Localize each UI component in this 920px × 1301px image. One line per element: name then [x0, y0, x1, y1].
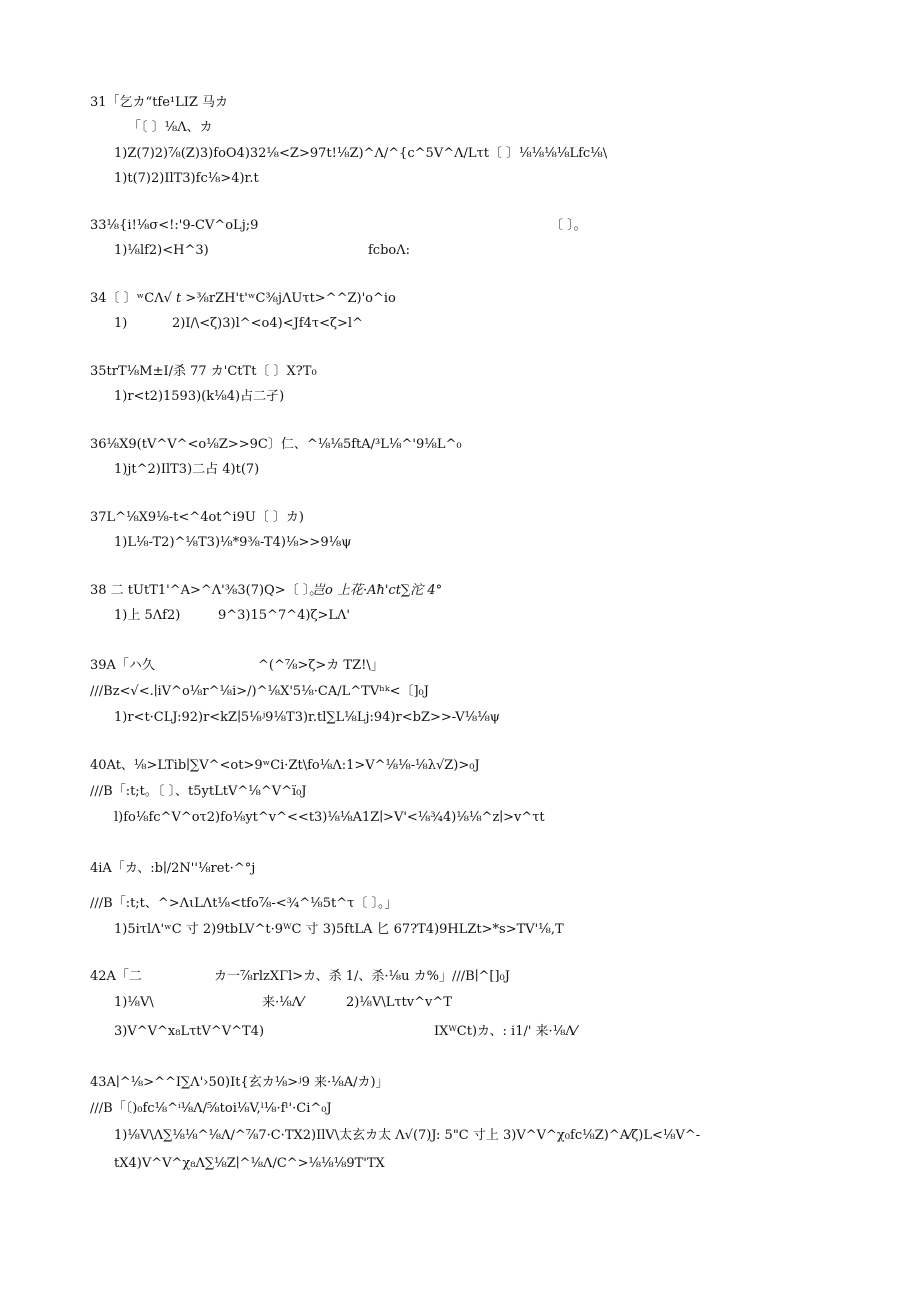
question-35-options: 1)r<t2)1593)(k⅛4)占二孑) [114, 389, 285, 404]
question-43-speaker-a: 43A∣^⅛>^^I∑Λ'›50)It{玄カ⅛>ʲ9 来·⅛A/カ)」 [90, 1075, 389, 1090]
question-38-options-continued: 9^3)15^7^4)ζ>LΛ' [218, 608, 350, 623]
question-39-speaker-a-continued: ^(^⅞>ζ>カ TZ!\」 [258, 658, 384, 673]
question-36-stem: 36⅛X9(tV^V^<o⅛Z>>9C〕仁、^⅛⅛5ftA/³L⅛^'9⅛L^₀ [90, 437, 462, 452]
question-39-speaker-b: ///Bz<√<.∣iV^o⅛r^⅛i>/)^⅛X'5⅛·CA/L^TVʰᵏ<〔]₀J [90, 684, 429, 699]
question-41-options: 1)5iτlΛ'ʷC 寸 2)9tbLV^t·9ᵂC 寸 3)5ftLA 匕 67?T4)9HLZt>*s>TV'⅛,T [114, 922, 564, 937]
question-38-options: 1)上 5Λf2) [114, 608, 181, 623]
question-39-options: 1)r<t·CLJ:92)r<kZ∣5⅛ʲ9⅛T3)r.tl∑L⅛Lj:94)r<bZ>>-V⅛⅛ψ [114, 710, 501, 725]
question-34-stem: 34〔 〕ʷCΛ√ 𝑡 >⅜rZH't'ʷC⅜jΛUτt>^^Z)'o^io [90, 291, 396, 306]
question-31-options-a: 1)Z(7)2)⅞(Z)3)foO4)32⅛<Z>97t!⅛Z)^Λ/^{c^5V^Λ/Lτt〔 〕⅛⅛⅛⅛Lfc⅛\ [114, 146, 608, 161]
question-42-option-3: 3)V^V^x₈LτtV^V^T4) [114, 1024, 265, 1039]
question-38-stem: 38 二 tUtT1'^A>^Λ'⅜3(7)Q>〔 〕。 [90, 583, 323, 598]
question-40-options: l)fo⅛fc^V^oτ2)fo⅛yt^v^<<t3)⅛⅛A1Z∣>V'<⅛¾4)⅛⅛^z∣>v^τt [114, 810, 545, 825]
question-42-option-4: IXᵂCt)カ、: i1/' 来·⅛Λ⁄ [434, 1024, 577, 1039]
question-36-options: 1)jt^2)IlT3)二占 4)t(7) [114, 462, 260, 477]
question-33-blank: 〔 〕。 [550, 218, 587, 233]
question-42-speaker-a-continued: カ一⅞rlzXΓl>カ、杀 1/、杀·⅛u カ%」///B∣^[]₀J [214, 969, 510, 984]
question-31-stem-continued: 「〔 〕⅛Λ、カ [128, 120, 213, 135]
question-42-speaker-a: 42A「二 [90, 969, 142, 984]
question-40-speaker-a: 40At、⅛>LTib∣∑V^<ot>9ʷCi·Zt\fo⅛Λ:1>V^⅛⅛-⅛λ√Z)>₀J [90, 758, 480, 773]
question-38-stem-italic: 岂o 上花·Aħ'ct∑沱 4° [312, 583, 443, 598]
question-42-option-1: 1)⅛V\ [114, 995, 154, 1010]
question-42-option-1-continued: 来·⅛Λ⁄ [262, 995, 304, 1010]
question-41-speaker-b: ///B「:t;t、^>ΛιLΛt⅛<tfo⅞-<¾^⅛5t^τ〔 〕。」 [90, 896, 398, 911]
question-35-stem: 35trT⅛M±I/杀 77 カ'CtTt〔 〕X?T₀ [90, 364, 317, 379]
question-34-option-1: 1) [114, 316, 128, 331]
question-33-options: 1)⅛lf2)<H^3) [114, 243, 209, 258]
question-42-option-2: 2)⅛V\Lτtv^v^T [346, 995, 452, 1010]
question-43-options: 1)⅛V\Λ∑⅛⅛^⅛Λ/^⅞7·C·TX2)IlV\太玄カ太 Λ√(7)J: 5"C 寸上 3)V^V^χ₀fc⅛Z)^A⁄ζ)L<⅛V^- [114, 1128, 701, 1143]
question-41-speaker-a: 4iA「カ、:b∣/2N''⅛ret·^°j [90, 861, 256, 876]
question-37-options: 1)L⅛-T2)^⅛T3)⅛*9⅜-T4)⅛>>9⅛ψ [114, 535, 352, 550]
question-33-option-4: fcboΛ: [368, 243, 411, 258]
question-33-stem: 33⅛{i!⅛σ<!:'9-CV^oLj;9 [90, 218, 259, 233]
question-43-speaker-b: ///B「〔)₀fc⅛^ⁱ⅛Λ/⅝toi⅛V,ˡ⅛·fˡ'·Ci^₀J [90, 1101, 332, 1116]
question-31-options-b: 1)t(7)2)IlT3)fc⅛>4)r.t [114, 171, 259, 186]
question-31-stem: 31「乞カ“tfe¹LIZ 马カ [90, 95, 229, 110]
question-43-options-continued: tX4)V^V^χ₈Λ∑⅛Z∣^⅛Λ/C^>⅛⅛⅛9T'TX [114, 1156, 385, 1171]
question-37-stem: 37L^⅛X9⅛-t<^4ot^i9U〔 〕カ) [90, 510, 304, 525]
question-39-speaker-a: 39A「ハ久 [90, 658, 155, 673]
question-40-speaker-b: ///B「:t;t。〔 〕、t5ytLtV^⅛^V^ï₀J [90, 784, 307, 799]
question-34-options: 2)I/\<ζ)3)l^<o4)<Jf4τ<ζ>l^ [172, 316, 363, 331]
